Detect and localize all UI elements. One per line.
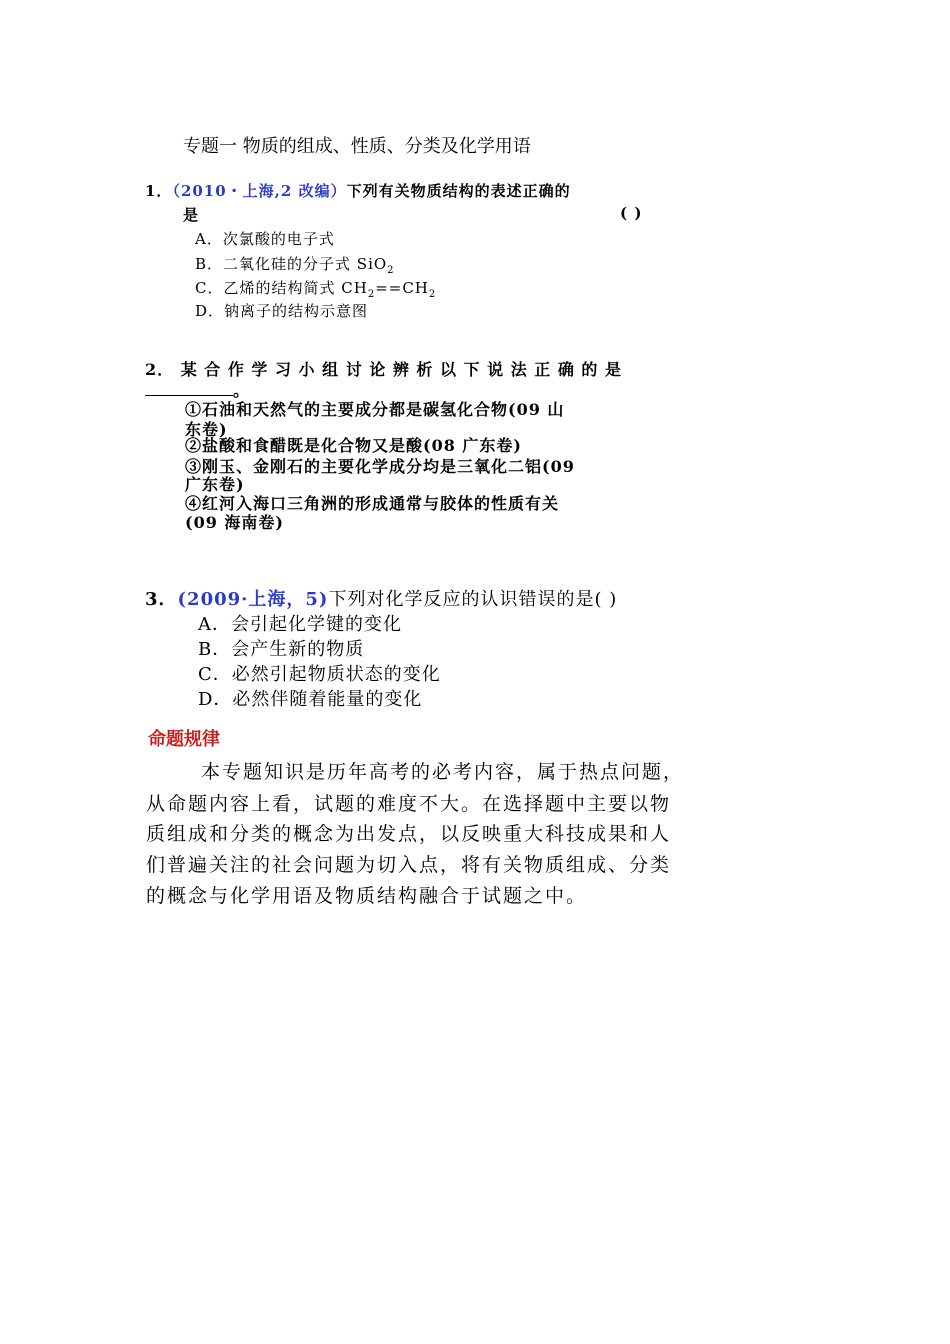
option-b-subscript: 2 [387,265,395,276]
section-paragraph-line: 们普遍关注的社会问题为切入点，将有关物质组成、分类 [146,854,672,876]
option-b-text: B．二氧化硅的分子式 SiO [195,255,388,273]
question-1-number: 1． [145,182,173,200]
option-c-subscript-1: 2 [367,289,376,300]
question-3-line [145,585,617,611]
question-1-stem-continued: 是 [183,206,200,224]
question-2-statement: ④红河入海口三角洲的形成通常与胶体的性质有关 [185,494,560,513]
question-3-stem: 下列对化学反应的认识错误的是( ) [328,589,618,610]
question-1-option-b [195,253,395,276]
option-c-double-bond: ==CH [375,279,429,297]
question-3-number: 3． [145,589,178,610]
question-1-option-a: A．次氯酸的电子式 [195,230,335,248]
section-heading: 命题规律 [148,729,220,750]
question-2-statement: ①石油和天然气的主要成分都是碳氢化合物(09 山 [185,400,565,419]
section-paragraph-line: 质组成和分类的概念为出发点，以反映重大科技成果和人 [146,823,672,845]
question-2-stem: 2． 某 合 作 学 习 小 组 讨 论 辨 析 以 下 说 法 正 确 的 是 [145,360,622,379]
question-1-option-d: D．钠离子的结构示意图 [195,302,369,320]
section-paragraph-line: 的概念与化学用语及物质结构融合于试题之中。 [146,885,588,907]
question-1-answer-paren: ( ) [620,204,643,222]
question-1-source: （2010・上海,2 改编） [172,182,347,200]
option-c-text: C．乙烯的结构简式 CH [195,279,368,297]
question-2-statement: (09 海南卷) [185,513,284,532]
page-title: 专题一 物质的组成、性质、分类及化学用语 [183,136,531,157]
section-paragraph-line: 本专题知识是历年高考的必考内容，属于热点问题， [201,761,685,783]
question-2-statement: 广东卷) [185,475,245,494]
question-3-option-b: B．会产生新的物质 [198,639,365,660]
section-paragraph-line: 从命题内容上看，试题的难度不大。在选择题中主要以物 [146,793,672,815]
question-1-stem: 下列有关物质结构的表述正确的 [346,182,571,200]
question-3-source: (2009·上海，5) [177,589,329,610]
question-2-statement: ③刚玉、金刚石的主要化学成分均是三氧化二铝(09 [185,457,575,476]
question-3-option-c: C．必然引起物质状态的变化 [198,664,441,685]
question-3-option-a: A．会引起化学键的变化 [198,614,402,635]
question-1-line [145,180,571,201]
question-2-period: 。 [233,381,251,400]
question-3-option-d: D．必然伴随着能量的变化 [198,689,423,710]
question-2-statement: ②盐酸和食醋既是化合物又是酸(08 广东卷) [185,436,522,455]
question-1-option-c [195,277,436,300]
option-c-subscript-2: 2 [428,289,437,300]
answer-blank [145,381,233,396]
question-2-statement: 东卷) [185,420,228,439]
